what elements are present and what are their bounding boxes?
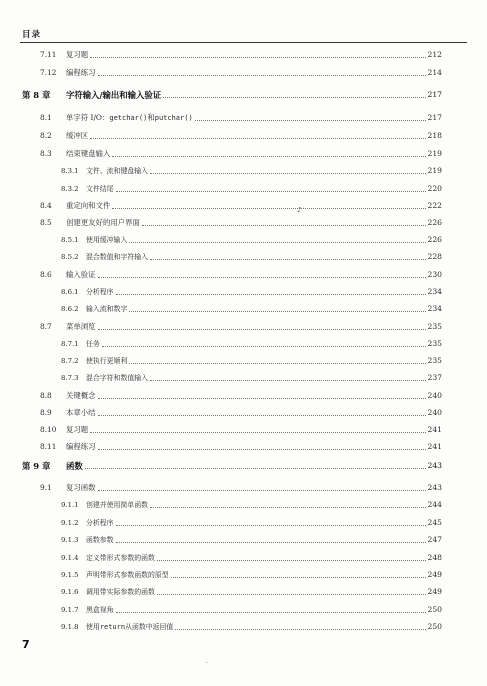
leader-dots <box>102 346 426 347</box>
entry-page-number: 220 <box>427 184 442 193</box>
leader-dots <box>98 449 426 450</box>
entry-page-number: 230 <box>427 270 442 279</box>
leader-dots <box>98 75 426 76</box>
entry-page-number: 226 <box>427 218 442 227</box>
leader-dots <box>171 577 426 578</box>
toc-section-entry[interactable] <box>40 442 442 452</box>
entry-page-number: 241 <box>427 442 442 451</box>
leader-dots <box>98 329 426 330</box>
toc-subsection-entry[interactable] <box>61 535 442 545</box>
leader-dots <box>129 363 425 364</box>
toc-subsection-entry[interactable] <box>61 235 442 245</box>
page-number: 7 <box>22 638 30 651</box>
entry-page-number: 250 <box>427 605 442 614</box>
toc-section-entry[interactable] <box>40 149 442 159</box>
entry-title: 字符输入/输出和输入验证 <box>66 90 162 100</box>
toc-section-entry[interactable] <box>40 113 442 123</box>
entry-number: 9.1.1 <box>61 501 79 509</box>
toc-section-entry[interactable] <box>40 322 442 332</box>
entry-page-number: 250 <box>427 622 442 631</box>
entry-number: 8.5.1 <box>61 236 79 244</box>
leader-dots <box>90 138 425 139</box>
entry-page-number: 219 <box>427 149 442 158</box>
entry-title: 复习题 <box>66 425 89 434</box>
entry-number: 9.1.2 <box>61 519 79 527</box>
leader-dots <box>98 415 426 416</box>
entry-page-number: 248 <box>427 553 442 562</box>
toc-section-entry[interactable] <box>40 408 442 418</box>
toc-section-entry[interactable] <box>40 391 442 401</box>
entry-number: 8.8 <box>40 391 52 400</box>
entry-title: 结束键盘输入 <box>66 149 111 158</box>
entry-title: 分析程序 <box>86 288 114 296</box>
entry-title: 黑盒视角 <box>86 606 114 614</box>
entry-number: 第 8 章 <box>22 90 51 100</box>
leader-dots <box>129 311 425 312</box>
entry-number: 8.2 <box>40 131 52 140</box>
leader-dots <box>116 191 426 192</box>
leader-dots <box>90 57 425 58</box>
toc-subsection-entry[interactable] <box>61 339 442 349</box>
leader-dots <box>116 525 426 526</box>
leader-dots <box>157 560 426 561</box>
entry-title: 本章小结 <box>66 408 96 417</box>
entry-page-number: 234 <box>427 287 442 296</box>
leader-dots <box>116 542 426 543</box>
entry-page-number: 219 <box>427 166 442 175</box>
entry-number: 9.1 <box>40 483 52 492</box>
entry-number: 7.11 <box>40 50 57 59</box>
entry-title: 声明带形式参数函数的原型 <box>86 571 169 579</box>
entry-page-number: 244 <box>427 500 442 509</box>
entry-page-number: 228 <box>427 252 442 261</box>
entry-page-number: 218 <box>427 131 442 140</box>
entry-number: 8.4 <box>40 201 52 210</box>
entry-title: 缓冲区 <box>66 131 89 140</box>
leader-dots <box>157 594 426 595</box>
entry-page-number: 243 <box>427 461 442 470</box>
entry-title-cont: 从函数中返回值 <box>125 623 174 631</box>
entry-page-number: 240 <box>427 408 442 417</box>
entry-code-2: putchar() <box>154 114 193 122</box>
entry-page-number: 237 <box>427 373 442 382</box>
entry-number: 9.1.8 <box>61 623 79 631</box>
entry-page-number: 235 <box>427 356 442 365</box>
toc-subsection-entry[interactable] <box>61 605 442 615</box>
entry-title: 重定向和文件 <box>66 201 111 210</box>
entry-number: 8.11 <box>40 442 57 451</box>
leader-dots <box>112 156 425 157</box>
toc-subsection-entry[interactable] <box>61 622 442 632</box>
entry-number: 9.1.3 <box>61 536 79 544</box>
entry-number: 8.9 <box>40 408 52 417</box>
entry-page-number: 217 <box>427 113 442 122</box>
entry-code: return <box>99 623 126 631</box>
entry-number: 8.6.1 <box>61 288 79 296</box>
entry-number: 8.7 <box>40 322 52 331</box>
entry-title: 创建并使用简单函数 <box>86 501 149 509</box>
leader-dots <box>116 612 426 613</box>
entry-number: 第 9 章 <box>22 461 51 471</box>
entry-page-number: 234 <box>427 304 442 313</box>
entry-code: getchar() <box>109 114 148 122</box>
entry-page-number: 235 <box>427 322 442 331</box>
entry-page-number: 245 <box>427 518 442 527</box>
entry-title: 函数 <box>66 461 83 471</box>
entry-page-number: 241 <box>427 425 442 434</box>
entry-title: 调用带实际参数的函数 <box>86 588 155 596</box>
leader-dots <box>98 490 426 491</box>
toc-subsection-entry[interactable] <box>61 304 442 314</box>
entry-number: 8.7.2 <box>61 357 79 365</box>
entry-title-cont: 和 <box>147 113 155 122</box>
entry-number: 8.1 <box>40 113 52 122</box>
entry-page-number: 214 <box>427 68 442 77</box>
running-header: 目录 <box>22 30 42 40</box>
entry-title: 分析程序 <box>86 519 114 527</box>
toc-subsection-entry[interactable] <box>61 356 442 366</box>
entry-page-number: 249 <box>427 570 442 579</box>
entry-number: 8.5 <box>40 218 52 227</box>
toc-section-entry[interactable] <box>40 68 442 78</box>
entry-title: 文件结尾 <box>86 185 114 193</box>
leader-dots <box>150 173 425 174</box>
leader-dots <box>150 380 425 381</box>
toc-subsection-entry[interactable] <box>61 518 442 528</box>
entry-title: 混合数值和字符输入 <box>86 253 149 261</box>
entry-title: 编程练习 <box>66 68 96 77</box>
entry-title: 输入流和数字 <box>86 305 128 313</box>
entry-title: 定义带形式参数的函数 <box>86 554 155 562</box>
entry-page-number: 212 <box>427 50 442 59</box>
entry-number: 9.1.7 <box>61 606 79 614</box>
entry-title: 编程练习 <box>66 442 96 451</box>
entry-title: 关键概念 <box>66 391 96 400</box>
entry-title: 任务 <box>86 340 100 348</box>
entry-page-number: 249 <box>427 587 442 596</box>
toc-section-entry[interactable] <box>40 201 442 211</box>
toc-subsection-entry[interactable] <box>61 570 442 580</box>
leader-dots <box>98 277 426 278</box>
leader-dots <box>98 398 426 399</box>
stray-dot: · <box>206 660 208 667</box>
entry-title: 混合字符和数值输入 <box>86 374 149 382</box>
entry-page-number: 240 <box>427 391 442 400</box>
entry-page-number: 222 <box>427 201 442 210</box>
leader-dots <box>195 120 426 121</box>
entry-title: 菜单浏览 <box>66 322 96 331</box>
leader-dots <box>150 259 425 260</box>
entry-number: 7.12 <box>40 68 57 77</box>
leader-dots <box>112 208 425 209</box>
leader-dots <box>90 432 425 433</box>
entry-page-number: 217 <box>427 90 442 99</box>
entry-title: 函数参数 <box>86 536 114 544</box>
entry-number: 8.7.1 <box>61 340 79 348</box>
toc-section-entry[interactable] <box>40 218 442 228</box>
entry-number: 8.6.2 <box>61 305 79 313</box>
entry-title: 文件、流和键盘输入 <box>86 167 149 175</box>
entry-number: 8.5.2 <box>61 253 79 261</box>
entry-page-number: 235 <box>427 339 442 348</box>
entry-title: 复习题 <box>66 50 89 59</box>
toc-subsection-entry[interactable] <box>61 373 442 383</box>
toc-subsection-entry[interactable] <box>61 166 442 176</box>
entry-title: 输入验证 <box>66 270 96 279</box>
toc-subsection-entry[interactable] <box>61 587 442 597</box>
leader-dots <box>129 242 425 243</box>
entry-page-number: 226 <box>427 235 442 244</box>
entry-page-number: 243 <box>427 483 442 492</box>
entry-title: 使执行更顺利 <box>86 357 128 365</box>
toc-section-entry[interactable] <box>40 425 442 435</box>
entry-number: 8.10 <box>40 425 57 434</box>
leader-dots <box>163 97 425 98</box>
entry-number: 9.1.4 <box>61 554 79 562</box>
entry-number: 8.3.1 <box>61 167 79 175</box>
entry-number: 8.3 <box>40 149 52 158</box>
toc-subsection-entry[interactable] <box>61 500 442 510</box>
entry-number: 9.1.6 <box>61 588 79 596</box>
entry-title: 使用 <box>86 623 100 631</box>
leader-dots <box>85 468 426 469</box>
entry-number: 8.3.2 <box>61 185 79 193</box>
entry-number: 9.1.5 <box>61 571 79 579</box>
entry-title: 创建更友好的用户界面 <box>66 218 140 227</box>
leader-dots <box>150 507 425 508</box>
header-rule <box>20 42 467 43</box>
toc-section-entry[interactable] <box>40 50 442 60</box>
toc-chapter-entry[interactable] <box>22 461 442 471</box>
entry-title: 复习函数 <box>66 483 96 492</box>
stray-mark: ♪ <box>297 206 302 214</box>
entry-number: 8.6 <box>40 270 52 279</box>
leader-dots <box>142 225 426 226</box>
entry-title: 使用缓冲输入 <box>86 236 128 244</box>
toc-section-entry[interactable] <box>40 131 442 141</box>
toc-chapter-entry[interactable] <box>22 90 442 100</box>
toc-subsection-entry[interactable] <box>61 252 442 262</box>
toc-subsection-entry[interactable] <box>61 553 442 563</box>
entry-page-number: 247 <box>427 535 442 544</box>
toc-subsection-entry[interactable] <box>61 287 442 297</box>
toc-section-entry[interactable] <box>40 270 442 280</box>
entry-title: 单字符 I/O： <box>66 113 110 122</box>
leader-dots <box>175 629 425 630</box>
entry-number: 8.7.3 <box>61 374 79 382</box>
toc-subsection-entry[interactable] <box>61 184 442 194</box>
toc-section-entry[interactable] <box>40 483 442 493</box>
leader-dots <box>116 294 426 295</box>
